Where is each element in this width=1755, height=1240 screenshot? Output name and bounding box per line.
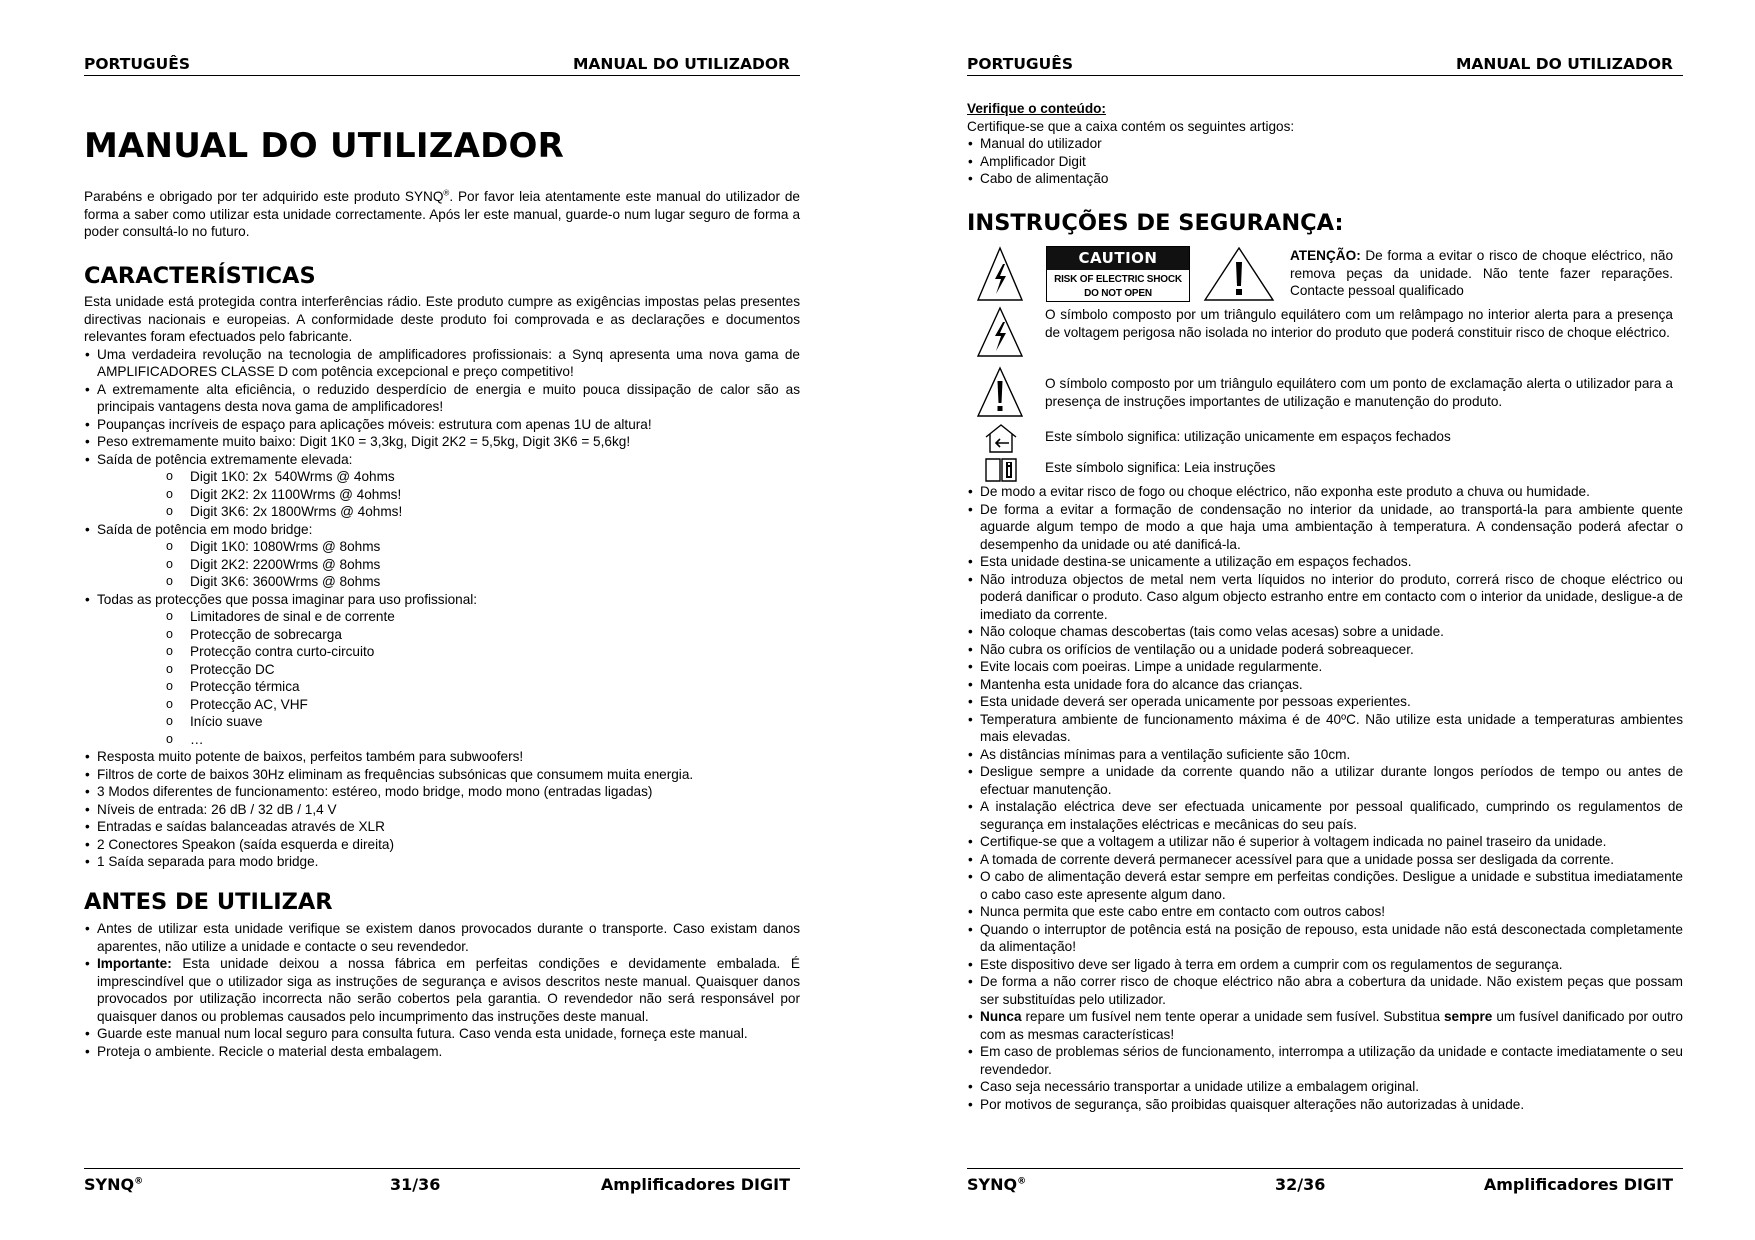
list-item [967,641,1683,659]
caution-line-2: DO NOT OPEN [1084,288,1152,299]
list-item-text: Entradas e saídas balanceadas através de XLR [97,819,385,834]
list-item-text: Não introduza objectos de metal nem verta líquidos no interior do produto, correrá risco de choque eléctrico ou poderá danificar o produto. Caso algum objecto estranho entre em contacto com o interior da unidade, desligue-a de imediato da corrente. [980,571,1683,622]
sub-list-item [84,573,800,591]
before-use-list [84,920,800,1060]
list-item-text: O cabo de alimentação deverá estar sempre em perfeitas condições. Desligue a unidade e substitua imediatamente o cabo caso este apresente algum dano. [980,869,1683,902]
list-item [967,170,1683,188]
list-item [967,746,1683,764]
list-item [967,1043,1683,1078]
list-item-text: Por motivos de segurança, são proibidas quaisquer alterações não autorizadas à unidade. [980,1096,1525,1112]
list-item-text: Em caso de problemas sérios de funcionamento, interrompa a utilização da unidade e contacte imediatamente o seu revendedor. [980,1044,1683,1077]
brand-name: SYNQ [967,1175,1018,1194]
check-contents-section [967,100,1683,188]
sub-list-item [84,696,800,714]
sub-list-item [84,661,800,679]
exclamation-symbol-text: O símbolo composto por um triângulo equilátero com um ponto de exclamação alerta o utilizador para a presença de instruções importantes de utilização e manutenção do produto. [1045,376,1673,409]
list-item [967,1078,1683,1096]
page-title: MANUAL DO UTILIZADOR [84,126,564,166]
list-item [84,766,800,784]
sub-item-text: Digit 2K2: 2200Wrms @ 8ohms [190,556,381,572]
sub-item-text: Protecção DC [190,661,275,677]
sub-item-text: Início suave [190,714,263,729]
caution-title: CAUTION [1047,247,1189,270]
features-list [84,346,800,871]
list-item-text: 1 Saída separada para modo bridge. [97,854,319,869]
footer-product: Amplificadores DIGIT [600,1175,790,1194]
indoor-use-icon [984,423,1018,454]
list-item-text: Poupanças incríveis de espaço para aplicações móveis: estrutura com apenas 1U de altura! [97,416,652,432]
list-item-text: Todas as protecções que possa imaginar para uso profissional: [97,591,478,607]
registered-mark: ® [443,188,450,198]
list-item-text: Nunca permita que este cabo entre em contacto com outros cabos! [980,904,1386,919]
list-item-text: um fusível danificado por outro com as mesmas características! [980,1009,1683,1042]
footer-product: Amplificadores DIGIT [1483,1175,1673,1194]
sub-item-text: Limitadores de sinal e de corrente [190,609,395,624]
features-heading: CARACTERÍSTICAS [84,263,316,289]
list-item [967,1096,1683,1114]
attention-text [1290,247,1673,300]
list-item [967,956,1683,974]
registered-mark: ® [1017,1176,1027,1187]
list-item [84,920,800,955]
lightning-symbol-text: O símbolo composto por um triângulo equilátero com um relâmpago no interior alerta para a presença de voltagem perigosa não isolada no interior do produto que poderá constituir risco de choque eléctrico. [1045,307,1673,340]
sub-list-item [84,713,800,731]
list-item [84,1043,800,1061]
list-item [84,801,800,819]
caution-line-1: RISK OF ELECTRIC SHOCK [1054,274,1182,285]
list-item-text: De modo a evitar risco de fogo ou choque eléctrico, não exponha este produto a chuva ou humidade. [980,484,1590,499]
lightning-symbol-icon [976,306,1024,358]
list-item-text: Guarde este manual num local seguro para consulta futura. Caso venda esta unidade, forneça este manual. [97,1026,748,1041]
list-item-text: Antes de utilizar esta unidade verifique se existem danos provocados durante o transporte. Caso existam danos aparentes, não utilize a unidade e contacte o seu revendedor. [97,921,800,954]
emphasis-always: sempre [1443,1009,1493,1024]
list-item [967,623,1683,641]
lightning-warning-icon [976,246,1024,302]
before-use-section [84,920,800,1060]
list-item-text: Saída de potência em modo bridge: [97,521,313,537]
list-item-text: Saída de potência extremamente elevada: [97,451,353,467]
list-item [967,553,1683,571]
important-label: Importante: [97,956,172,971]
list-item [84,836,800,854]
sub-list-item [84,556,800,574]
list-item-text: Esta unidade deverá ser operada unicamente por pessoas experientes. [980,694,1411,709]
sub-list-item [84,626,800,644]
page-footer-right [967,1168,1683,1199]
sub-item-text: Protecção de sobrecarga [190,626,342,642]
list-item [967,501,1683,554]
intro-text: Parabéns e obrigado por ter adquirido este produto SYNQ [84,189,444,204]
list-item-text: Temperatura ambiente de funcionamento máxima é de 40ºC. Não utilize esta unidade a temperaturas ambientes mais elevadas. [980,711,1683,744]
list-item [967,798,1683,833]
list-item-text: De forma a evitar a formação de condensação no interior da unidade, ao transportá-la para ambiente quente aguarde algum tempo de modo a que haja uma ambientação à temperatura. A condensação poderá afectar o desempenho da unidade ou até danificá-la. [980,501,1683,552]
attention-label: ATENÇÃO: [1290,248,1361,263]
brand-name: SYNQ [84,1175,135,1194]
indoor-symbol-text: Este símbolo significa: utilização unicamente em espaços fechados [1045,429,1451,444]
list-item-fuse [967,1008,1683,1043]
list-item [84,451,800,469]
page-footer-left [84,1168,800,1199]
list-item-text: 2 Conectores Speakon (saída esquerda e direita) [97,836,394,852]
list-item [84,783,800,801]
list-item-text: Esta unidade deixou a nossa fábrica em perfeitas condições e devidamente embalada. É imprescindível que o utilizador siga as instruções de segurança e avisos descritos neste manual. Quaisquer danos provocados por utilização incorrecta não serão cobertos pela garantia. O revendedor não será responsável por quaisquer danos ou problemas causados pelo incumprimento das instruções deste manual. [97,956,800,1024]
list-item [967,693,1683,711]
sub-item-text: Protecção contra curto-circuito [190,644,375,659]
list-item [967,903,1683,921]
list-item-text: Quando o interruptor de potência está na posição de repouso, esta unidade não está desconectada completamente da alimentação! [980,921,1683,954]
list-item [967,763,1683,798]
exclamation-symbol-icon [976,366,1024,418]
list-item [84,346,800,381]
sub-item-text: Digit 1K0: 1080Wrms @ 8ohms [190,539,381,554]
contents-list [967,135,1683,188]
list-item [967,851,1683,869]
exclamation-warning-icon [1203,246,1275,302]
list-item [967,833,1683,851]
attention-body: De forma a evitar o risco de choque eléctrico, não remova peças da unidade. Não tente fazer reparações. Contacte pessoal qualificado [1290,248,1673,298]
header-language: PORTUGUÊS [967,55,1073,73]
list-item [967,921,1683,956]
list-item-text: Não coloque chamas descobertas (tais como velas acesas) sobre a unidade. [980,624,1444,639]
sub-item-text: Digit 2K2: 2x 1100Wrms @ 4ohms! [190,486,402,502]
features-section [84,293,800,871]
sub-list-item [84,486,800,504]
list-item-text: Manual do utilizador [980,136,1102,151]
list-item [84,521,800,539]
list-item [967,135,1683,153]
list-item-text: Uma verdadeira revolução na tecnologia de amplificadores profissionais: a Synq apresenta uma nova gama de AMPLIFICADORES CLASSE D com potência excepcional e preço competitivo! [97,346,800,379]
check-contents-intro: Certifique-se que a caixa contém os seguintes artigos: [967,118,1295,134]
list-item [967,868,1683,903]
list-item [84,416,800,434]
header-doc-title: MANUAL DO UTILIZADOR [573,55,790,73]
read-instructions-icon [984,455,1018,483]
list-item [967,153,1683,171]
list-item-text: Mantenha esta unidade fora do alcance das crianças. [980,676,1303,692]
list-item [967,483,1683,501]
list-item [84,853,800,871]
intro-text-cont: . Por favor leia atentamente este manual do utilizador de forma a saber como utilizar esta unidade correctamente. Após ler este manual, guarde-o num lugar seguro de forma a poder consultá-lo no futuro. [84,189,800,239]
sub-item-text: Protecção AC, VHF [190,696,308,712]
list-item [84,818,800,836]
list-item-text: Esta unidade destina-se unicamente a utilização em espaços fechados. [980,554,1412,569]
list-item-text: A extremamente alta eficiência, o reduzido desperdício de energia e muito pouca dissipação de calor são as principais vantagens desta nova gama de amplificadores! [97,381,800,414]
sub-list-item [84,643,800,661]
sub-item-text: Digit 3K6: 2x 1800Wrms @ 4ohms! [190,504,403,519]
list-item-text: A instalação eléctrica deve ser efectuada unicamente por pessoal qualificado, cumprindo os regulamentos de segurança em instalações eléctricas e mecânicas do seu país. [980,799,1683,832]
list-item [967,571,1683,624]
sub-list-item [84,468,800,486]
header-doc-title: MANUAL DO UTILIZADOR [1456,55,1673,73]
list-item [84,748,800,766]
page-header-right [967,52,1683,76]
list-item [84,591,800,609]
list-item-text: Cabo de alimentação [980,171,1109,186]
read-symbol-text: Este símbolo significa: Leia instruções [1045,460,1276,475]
sub-item-text: Protecção térmica [190,679,300,694]
list-item-text: Níveis de entrada: 26 dB / 32 dB / 1,4 V [97,801,337,817]
sub-list-item [84,731,800,749]
page-number: 31/36 [390,1175,441,1194]
list-item-text: repare um fusível nem tente operar a unidade sem fusível. Substitua [1021,1009,1444,1024]
list-item-text: Filtros de corte de baixos 30Hz eliminam as frequências subsónicas que consumem muita energia. [97,766,694,782]
list-item [967,711,1683,746]
features-intro: Esta unidade está protegida contra interferências rádio. Este produto cumpre as exigências impostas pelas presentes directivas nacionais e europeias. A conformidade deste produto foi comprovada e as declarações e documentos relevantes foram efectuados pelo fabricante. [84,294,800,344]
sub-list-item [84,678,800,696]
sub-item-text: … [190,731,204,747]
page-number: 32/36 [1275,1175,1326,1194]
page-header-left [84,52,800,76]
list-item-text: A tomada de corrente deverá permanecer acessível para que a unidade possa ser desligada da corrente. [980,851,1615,867]
intro-paragraph [84,188,800,241]
list-item-text: Amplificador Digit [980,153,1086,169]
list-item [84,433,800,451]
list-item [967,658,1683,676]
list-item [967,973,1683,1008]
list-item-text: Este dispositivo deve ser ligado à terra em ordem a cumprir com os regulamentos de segurança. [980,956,1563,972]
footer-brand [84,1171,143,1199]
safety-section [967,483,1683,1113]
registered-mark: ® [134,1176,144,1187]
caution-label [1046,246,1190,302]
sub-item-text: Digit 3K6: 3600Wrms @ 8ohms [190,574,381,589]
safety-heading: INSTRUÇÕES DE SEGURANÇA: [967,210,1344,236]
list-item [967,676,1683,694]
list-item-text: Evite locais com poeiras. Limpe a unidade regularmente. [980,659,1323,674]
list-item-text: Peso extremamente muito baixo: Digit 1K0 = 3,3kg, Digit 2K2 = 5,5kg, Digit 3K6 = 5,6kg! [97,434,631,449]
footer-brand [967,1171,1026,1199]
list-item-text: As distâncias mínimas para a ventilação suficiente são 10cm. [980,746,1351,762]
emphasis-never: Nunca [980,1009,1022,1024]
before-use-heading: ANTES DE UTILIZAR [84,889,333,915]
list-item-important [84,955,800,1025]
list-item-text: Certifique-se que a voltagem a utilizar não é superior à voltagem indicada no painel traseiro da unidade. [980,834,1607,849]
sub-list-item [84,503,800,521]
sub-list-item [84,608,800,626]
list-item-text: Desligue sempre a unidade da corrente quando não a utilizar durante longos períodos de tempo ou antes de efectuar manutenção. [980,764,1683,797]
list-item-text: Proteja o ambiente. Recicle o material desta embalagem. [97,1043,443,1059]
list-item-text: Caso seja necessário transportar a unidade utilize a embalagem original. [980,1079,1420,1094]
list-item [84,381,800,416]
sub-item-text: Digit 1K0: 2x 540Wrms @ 4ohms [190,469,395,484]
list-item-text: Não cubra os orifícios de ventilação ou a unidade poderá sobreaquecer. [980,641,1414,657]
safety-list [967,483,1683,1113]
list-item-text: 3 Modos diferentes de funcionamento: estéreo, modo bridge, modo mono (entradas ligadas) [97,784,653,799]
list-item-text: De forma a não correr risco de choque eléctrico não abra a cobertura da unidade. Não existem peças que possam ser substituídas pelo utilizador. [980,974,1683,1007]
sub-list-item [84,538,800,556]
check-contents-title: Verifique o conteúdo: [967,101,1106,116]
header-language: PORTUGUÊS [84,55,190,73]
list-item-text: Resposta muito potente de baixos, perfeitos também para subwoofers! [97,749,524,764]
list-item [84,1025,800,1043]
